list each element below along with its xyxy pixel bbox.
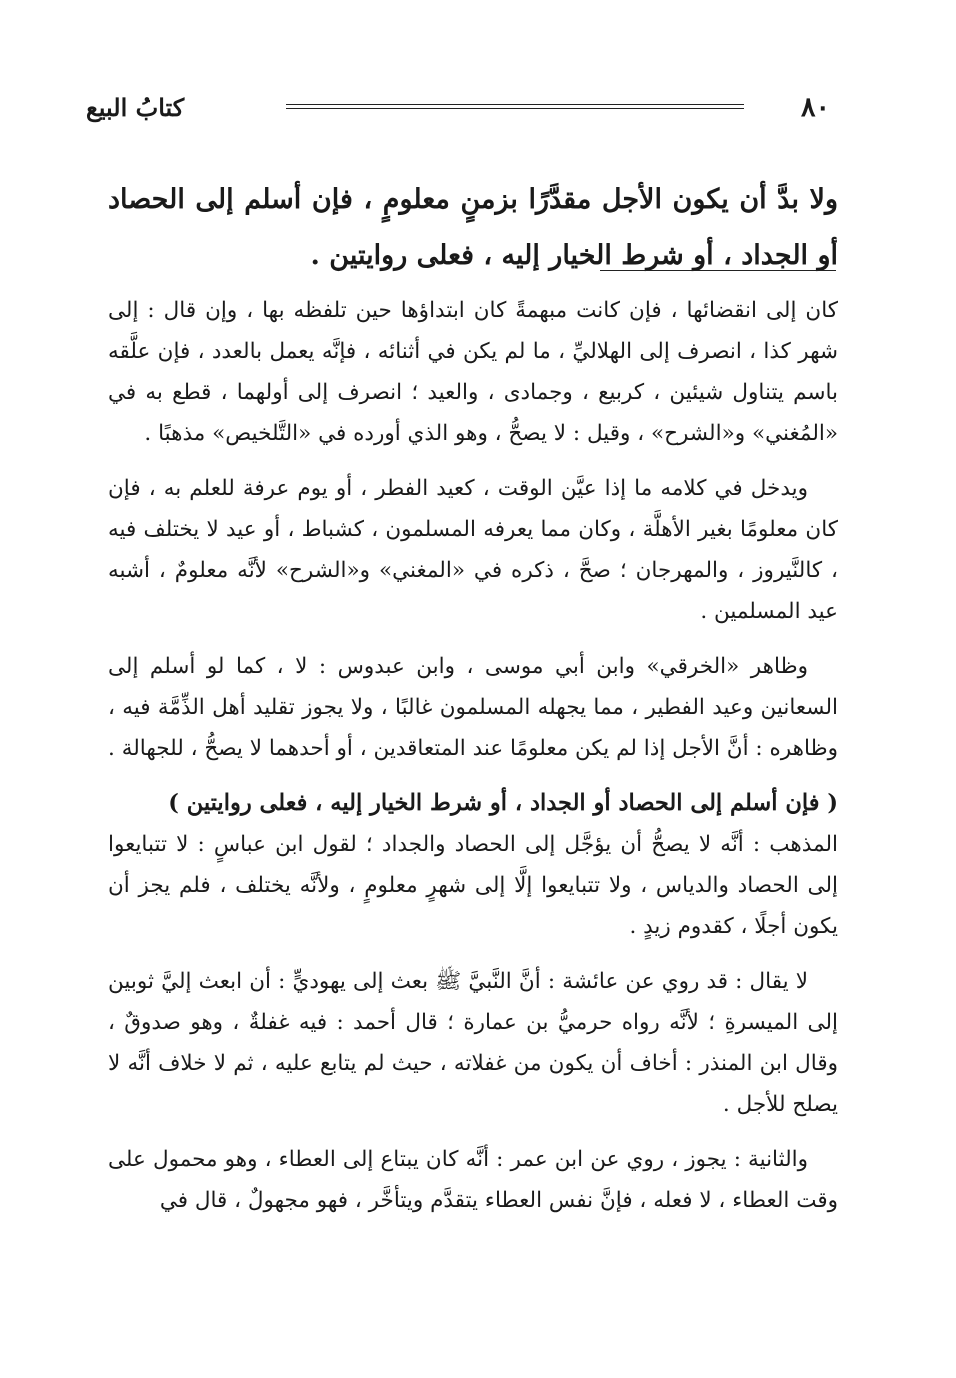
page-number: ٨٠ [800, 92, 830, 123]
commentary-body [108, 290, 838, 1235]
paragraph: والثانية : يجوز ، روي عن ابن عمر : أنَّه كان يبتاع إلى العطاء ، وهو محمول على وقت العطاء ، لا فعله ، فإنَّ نفس العطاء يتقدَّم ويتأخَّر ، فهو مجهولٌ ، قال في [108, 1147, 838, 1213]
quoted-matn-heading [108, 783, 838, 824]
header-rule [286, 104, 744, 109]
paragraph: كان إلى انقضائها ، فإن كانت مبهمةً كان ابتداؤها حين تلفظه بها ، وإن قال : إلى شهر كذا ، انصرف إلى الهلاليِّ ، ما لم يكن في أثنائه ، فإنَّه يعمل بالعدد ، فإن علَّقه باسم يتناول شيئين ، كربيع ، وجمادى ، والعيد ؛ انصرف إلى أولهما ، قطع به في «المُغني» و«الشرح» ، وقيل : لا يصحُّ ، وهو الذي أورده في «التَّلخيص» مذهبًا . [108, 298, 838, 446]
running-title: كتابُ البيع [86, 93, 185, 122]
paragraph: لا يقال : قد روي عن عائشة : أنَّ النَّبيَّ ﷺ بعث إلى يهوديٍّ : أن ابعث إليَّ ثوبين إلى الميسرةِ ؛ لأنَّه رواه حرميُّ بن عمارة ؛ قال أحمد : فيه غفلةٌ ، وهو صدوقٌ ، وقال ابن المنذر : أخاف أن يكون من غفلاته ، حيث لم يتابع عليه ، ثم لا خلاف أنَّه لا يصلح للأجل . [108, 969, 838, 1117]
page-header [86, 88, 830, 128]
paragraph: المذهب : أنَّه لا يصحُّ أن يؤجَّل إلى الحصاد والجداد ؛ لقول ابن عباسٍ : لا تتبايعوا إلى الحصاد والدياس ، ولا تتبايعوا إلَّا إلى شهرٍ معلومٍ ، ولأنَّه يختلف ، فلم يجز أن يكون أجلًا ، كقدوم زيدٍ . [108, 832, 838, 939]
paragraph: وظاهر «الخرقي» وابن أبي موسى ، وابن عبدوس : لا ، كما لو أسلم إلى السعانين وعيد الفطير ، مما يجهله المسلمون غالبًا ، ولا يجوز تقليد أهل الذِّمَّة فيه ، وظاهره : أنَّ الأجل إذا لم يكن معلومًا عند المتعاقدين ، أو أحدهما لا يصحُّ ، للجهالة . [108, 654, 838, 761]
paragraph: ويدخل في كلامه ما إذا عيَّن الوقت ، كعيد الفطر ، أو يوم عرفة للعلم به ، فإن كان معلومًا بغير الأهلَّة ، وكان مما يعرفه المسلمون ، كشباط ، أو عيد لا يختلف فيه ، كالنَّيروز ، والمهرجان ؛ صحَّ ، ذكره في «المغني» و«الشرح» لأنَّه معلومٌ ، أشبه عيد المسلمين . [108, 476, 838, 624]
matn-separator [600, 270, 836, 271]
quoted-matn: ( فإن أسلم إلى الحصاد أو الجداد ، أو شرط الخيار إليه ، فعلى روايتين ) [168, 790, 838, 816]
matn-text: ولا بدَّ أن يكون الأجل مقدَّرًا بزمنٍ معلومٍ ، فإن أسلم إلى الحصاد أو الجداد ، أو شرط الخيار إليه ، فعلى روايتين . [108, 184, 838, 271]
